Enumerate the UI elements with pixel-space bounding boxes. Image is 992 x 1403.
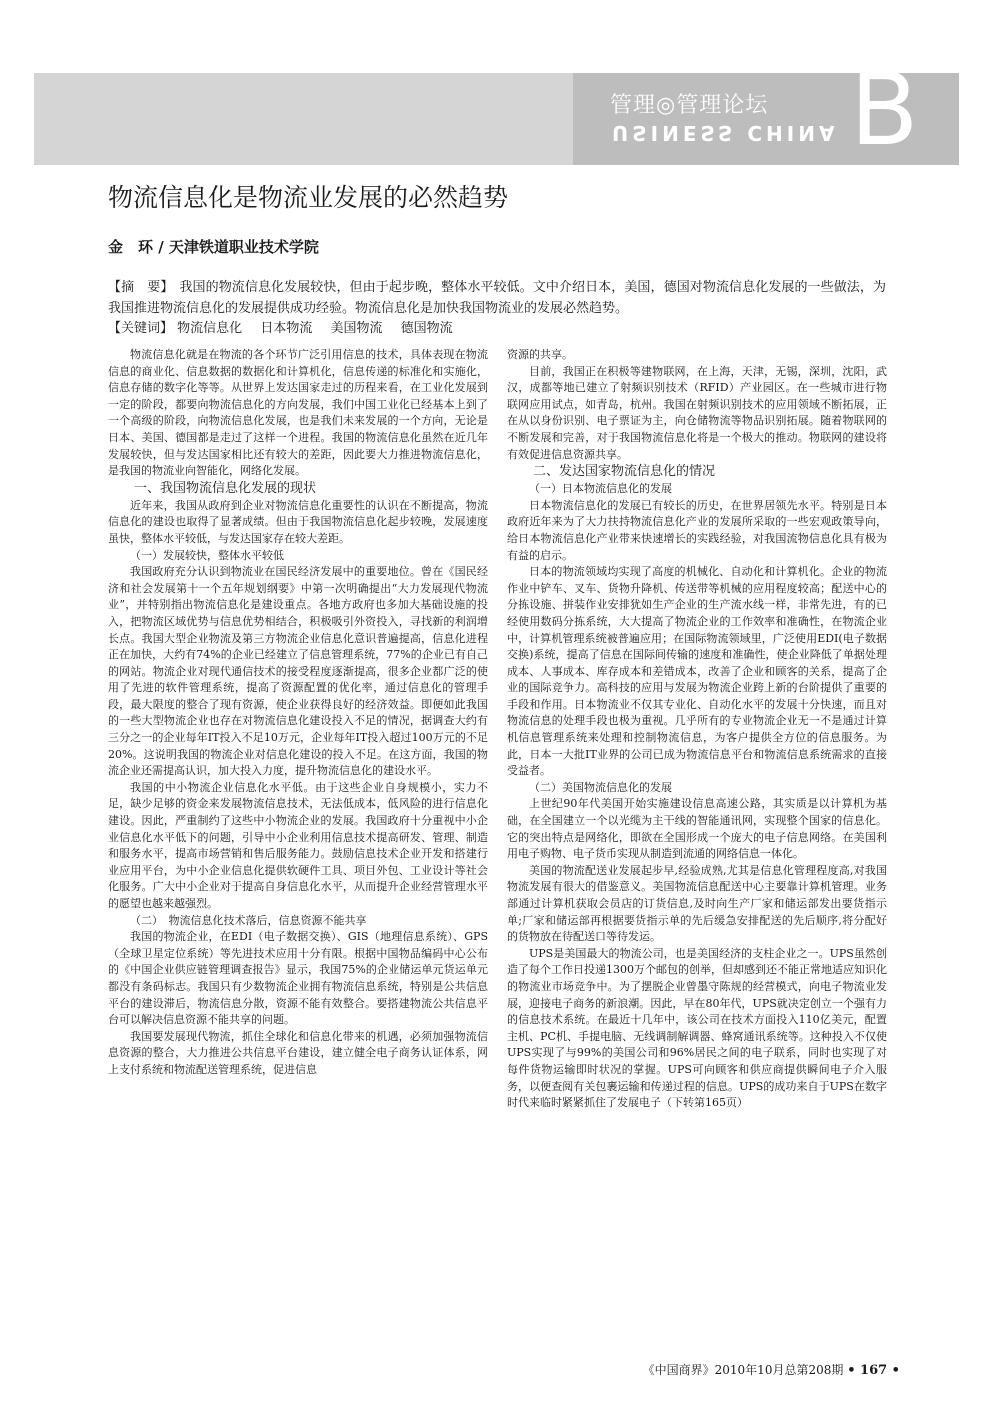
paragraph: 我国的中小物流企业信息化水平低。由于这些企业自身规模小，实力不足，缺少足够的资金来发展物流信息技术，无法低成本，低风险的进行信息化建设。因此，严重制约了这些中小物流企业的发展。我国政府十分重视中小企业信息化水平低下的问题，引导中小企业利用信息技术提高研发、管理、制造和服务水平，提高市场营销和售后服务能力。鼓励信息技术企业开发和搭建行业应用平台，为中小企业信息化提供软硬件工具、项目外包、工业设计等社会化服务。广大中小企业对于提高自身信息化水平，从而提升企业经营管理水平的愿望也越来越强烈。 [108,780,488,910]
paragraph: 美国的物流配送业发展起步早,经验成熟,尤其是信息化管理程度高,对我国物流发展有很大的借鉴意义。美国物流信息配送中心主要靠计算机管理。业务部通过计算机获取会员店的订货信息,及时向生产厂家和储运部发出要货指示单;厂家和储运部再根据要货指示单的先后缓急安排配送的先后顺序,将分配好的货物放在待配送口等待发运。 [507,863,887,944]
paragraph: 资源的共享。 [507,348,573,361]
article-author: 金 环 / 天津铁道职业技术学院 [108,238,319,256]
paragraph: 近年来，我国从政府到企业对物流信息化重要性的认识在不断提高，物流信息化的建设也取得了显著成绩。但由于我国物流信息化起步较晚，发展速度虽快，整体水平较低，与发达国家存在较大差距。 [108,498,488,545]
journal-info: 《中国商界》2010年10月总第208期 [642,1363,844,1377]
paragraph: 上世纪90年代美国开始实施建设信息高速公路，其实质是以计算机为基础，在全国建立一个以光缆为主干线的智能通讯网，实现整个国家的信息化。它的突出特点是网络化，即欲在全国形成一个庞大的电子信息网络。在美国利用电子购物、电子货币实现从制造到流通的网络信息一体化。 [507,797,887,861]
page-footer [643,1361,900,1378]
paragraph: 我国要发展现代物流，抓住全球化和信息化带来的机遇，必须加强物流信息资源的整合，大力推进公共信息平台建设，建立健全电子商务认证体系，网上支付系统和物流配送管理系统，促进信息 [108,1029,488,1076]
page-number: • 167 • [847,1363,900,1378]
abstract [108,277,886,319]
section-title: 管理◎管理论坛 [610,93,769,118]
keyword: 物流信息化 [177,321,243,336]
article-title: 物流信息化是物流业发展的必然趋势 [108,183,509,212]
keywords-label: 【关键词】 [108,321,174,336]
brand-letter: B [850,51,919,168]
subsection-heading: （二） 物流信息化技术落后，信息资源不能共享 [130,913,367,927]
subsection-heading: （一）日本物流信息化的发展 [529,482,672,496]
keywords [108,318,886,339]
paragraph: 物流信息化就是在物流的各个环节广泛引用信息的技术，具体表现在物流信息的商业化、信息数据的数据化和计算机化，信息传递的标准化和实施化，信息存储的数字化等等。从世界上发达国家走过的历程来看，在工业化发展到一定的阶段，都要向物流信息化的方向发展，我们中国工业化已经基本上到了一个高级的阶段，向物流信息化发展，也是我们未来发展的一个方向，无论是日本、美国、德国都是走过了这样一个进程。我国的物流信息化虽然在近几年发展较快，但与发达国家相比还有较大的差距，因此要大力推进物流信息化，是我国的物流业向智能化，网络化发展。 [108,348,488,478]
left-column [108,347,488,1079]
keyword: 日本物流 [260,321,313,336]
paragraph: 我国政府充分认识到物流业在国民经济发展中的重要地位。曾在《国民经济和社会发展第十一个五年规划纲要》中第一次明确提出“大力发展现代物流业”，并特别指出物流信息化是建设重点。各地方政府也多加大基础设施的投入，把物流区域优势与信息优势相结合，积极吸引外资投入，寻找新的利润增长点。我国大型企业物流及第三方物流企业信息化意识普遍提高，信息化进程正在加快，大约有74%的企业已经建立了信息管理系统，77%的企业已有自己的网站。物流企业对现代通信技术的接受程度逐渐提高，很多企业都广泛的使用了先进的软件管理系统，提高了资源配置的优化率，通过信息化的管理手段，最大限度的整合了现有资源，使企业获得良好的经济效益。即便如此我国的一些大型物流企业也存在对物流信息化建设投入不足的情况，据调查大约有三分之一的企业每年IT投入不足10万元，企业每年IT投入超过100万元的不足20%。这说明我国的物流企业对信息化建设的投入不足。在这方面，我国的物流企业还需提高认识，加大投入力度，提升物流信息化的建设水平。 [108,565,488,778]
paragraph: 日本的物流领域均实现了高度的机械化、自动化和计算机化。企业的物流作业中铲车、叉车、货物升降机、传送带等机械的应用程度较高；配送中心的分拣设施、拼装作业安排犹如生产企业的生产流水线一样，非常先进，有的已经使用数码分拣系统，大大提高了物流企业的工作效率和准确性，在物流企业中，计算机管理系统被普遍应用；在国际物流领域里，广泛使用EDI(电子数据交换)系统，提高了信息在国际间传输的速度和准确性，使企业降低了单据处理成本、人事成本、库存成本和差错成本，改善了企业和顾客的关系，提高了企业的国际竞争力。高科技的应用与发展为物流企业跨上新的台阶提供了重要的手段和作用。日本物流业不仅其专业化、自动化水平的发展十分快速，而且对物流信息的处理手段也极为重视。几乎所有的专业物流企业无一不是通过计算机信息管理系统来处理和控制物流信息，为客户提供全方位的信息服务。为此，日本一大批IT业界的公司已成为物流信息平台和物流信息系统需求的直接受益者。 [507,565,887,778]
header-banner [34,73,959,165]
abstract-text: 我国的物流信息化发展较快，但由于起步晚，整体水平较低。文中介绍日本，美国，德国对物流信息化发展的一些做法，为我国推进物流信息化的发展提供成功经验。物流信息化是加快我国物流业的发展必然趋势。 [108,280,886,316]
right-column [507,347,887,1112]
brand-mirrored-text: USINESS CHINA [612,121,839,145]
paragraph: 我国的物流企业，在EDI（电子数据交换）、GIS（地理信息系统）、GPS（全球卫星定位系统）等先进技术应用十分有限。根据中国物品编码中心公布的《中国企业供应链管理调查报告》显示，我国75%的企业储运单元货运单元都没有条码标志。我国只有少数物流企业拥有物流信息系统，特别是公共信息平台的建设滞后，物流信息分散，资源不能有效整合。要搭建物流公共信息平台可以解决信息资源不能共享的问题。 [108,930,488,1027]
subsection-heading: （一）发展较快，整体水平较低 [130,548,284,562]
section-heading: 二、发达国家物流信息化的情况 [533,464,716,480]
paragraph: 目前，我国正在积极等建物联网，在上海，天津，无锡，深圳，沈阳，武汉，成都等地已建立了射频识别技术（RFID）产业园区。在一些城市进行物联网应用试点，如青岛，杭州。我国在射频识别技术的应用领域不断拓展，正在从以身份识别、电子票证为主，向仓储物流等物品识别拓展。随着物联网的不断发展和完善，对于我国物流信息化将是一个极大的推动。物联网的建设将有效促进信息资源共享。 [507,364,887,461]
keyword: 德国物流 [400,321,453,336]
keyword: 美国物流 [330,321,383,336]
subsection-heading: （二）美国物流信息化的发展 [529,780,672,794]
section-heading: 一、我国物流信息化发展的现状 [134,480,317,496]
paragraph: UPS是美国最大的物流公司，也是美国经济的支柱企业之一。UPS虽然创造了每个工作日投递1300万个邮包的创举，但却感到还不能正常地适应知识化的物流业市场竞争中。为了摆脱企业曾墨守陈规的经营模式，向电子物流业发展，迎接电子商务的新浪潮。因此，早在80年代，UPS就决定创立一个强有力的信息技术系统。在最近十几年中，该公司在技术方面投入110亿美元，配置主机、PC机、手提电脑、无线调制解调器、蜂窝通讯系统等。这种投入不仅使UPS实现了与99%的美国公司和96%居民之间的电子联系，同时也实现了对每件货物运输即时状况的掌握。UPS可向顾客和供应商提供瞬间电子介入服务，以便查阅有关包裹运输和传递过程的信息。UPS的成功来自于UPS在数字时代来临时紧紧抓住了发展电子（下转第165页） [507,946,887,1110]
abstract-label: 【摘 要】 [108,280,174,295]
paragraph: 日本物流信息化的发展已有较长的历史，在世界居领先水平。特别是日本政府近年来为了大力扶持物流信息化产业的发展所采取的一些宏观政策导向，给日本物流信息化产业带来快速增长的实践经验，对我国流物信息化具有极为有益的启示。 [507,498,887,562]
